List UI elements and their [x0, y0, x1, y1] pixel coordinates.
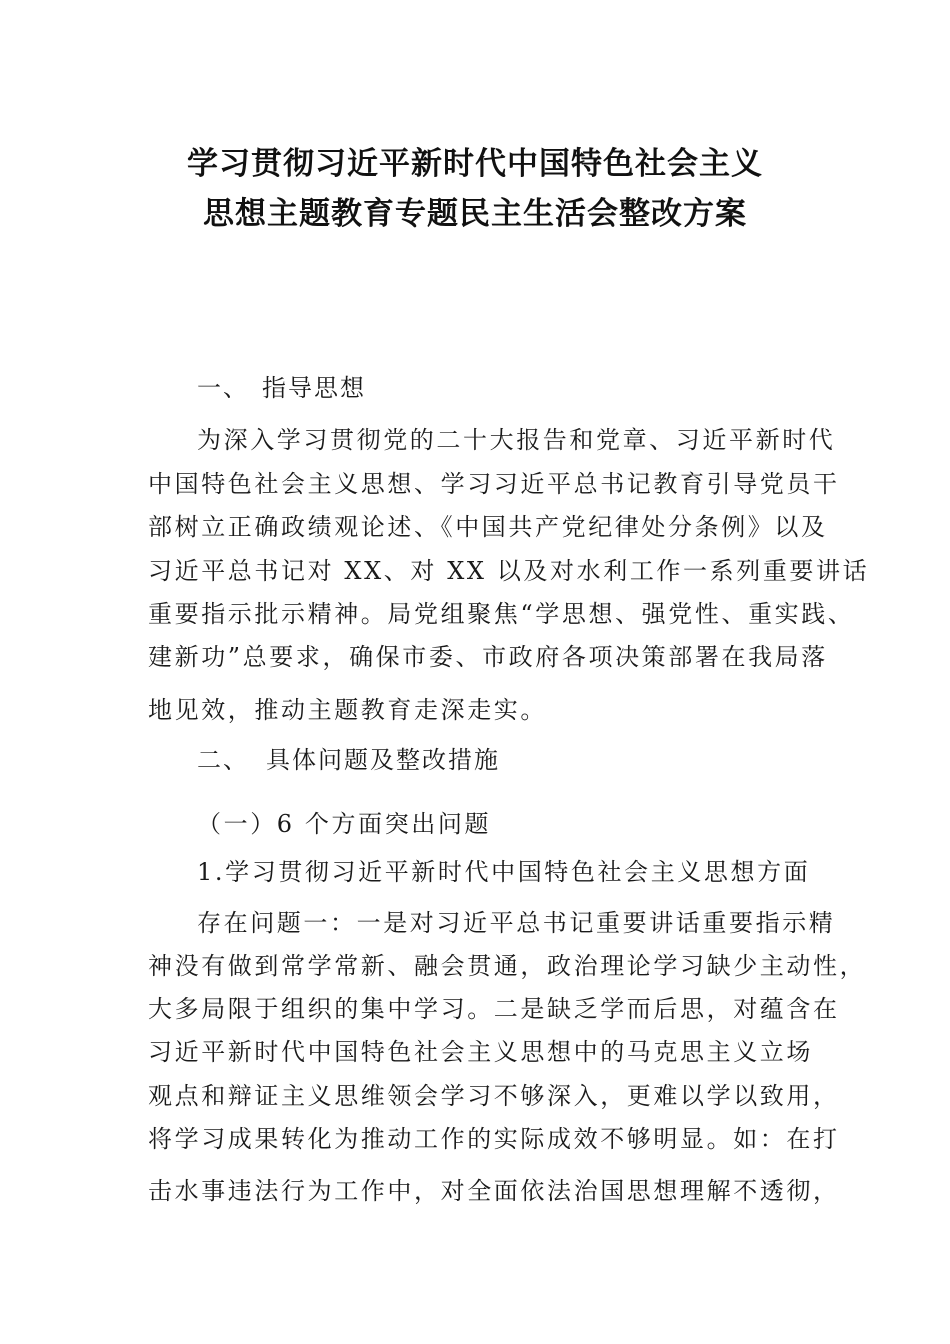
paragraph-line: 将学习成果转化为推动工作的实际成效不够明显。如：在打 — [148, 1125, 840, 1153]
paragraph-line: 大多局限于组织的集中学习。二是缺乏学而后思，对蕴含在 — [148, 995, 840, 1023]
paragraph-line: 地见效，推动主题教育走深走实。 — [148, 696, 547, 724]
sub-heading: （一）6 个方面突出问题 — [197, 810, 492, 838]
section-2-number: 二、 — [197, 746, 249, 774]
paragraph-line: 习近平新时代中国特色社会主义思想中的马克思主义立场 — [148, 1038, 813, 1066]
paragraph-line: 建新功”总要求，确保市委、市政府各项决策部署在我局落 — [148, 643, 828, 671]
section-1-number: 一、 — [197, 374, 249, 402]
paragraph-line: 中国特色社会主义思想、学习习近平总书记教育引导党员干 — [148, 470, 840, 498]
document-title-line-2: 思想主题教育专题民主生活会整改方案 — [203, 196, 747, 232]
paragraph-line: 重要指示批示精神。局党组聚焦“学思想、强党性、重实践、 — [148, 600, 855, 628]
paragraph-line: 观点和辩证主义思维领会学习不够深入，更难以学以致用， — [148, 1082, 840, 1110]
paragraph-line: 神没有做到常学常新、融会贯通，政治理论学习缺少主动性， — [148, 952, 867, 980]
section-1-heading: 指导思想 — [262, 374, 366, 402]
document-title-line-1: 学习贯彻习近平新时代中国特色社会主义 — [187, 146, 763, 182]
paragraph-line: 部树立正确政绩观论述、《中国共产党纪律处分条例》以及 — [148, 513, 828, 541]
paragraph-line: 习近平总书记对 XX、对 XX 以及对水利工作一系列重要讲话 — [148, 557, 870, 585]
paragraph-line: 击水事违法行为工作中，对全面依法治国思想理解不透彻， — [148, 1177, 840, 1205]
paragraph-line: 存在问题一：一是对习近平总书记重要讲话重要指示精 — [197, 909, 836, 937]
section-2-heading: 具体问题及整改措施 — [266, 746, 500, 774]
item-heading: 1.学习贯彻习近平新时代中国特色社会主义思想方面 — [197, 858, 811, 886]
paragraph-line: 为深入学习贯彻党的二十大报告和党章、习近平新时代 — [197, 426, 836, 454]
